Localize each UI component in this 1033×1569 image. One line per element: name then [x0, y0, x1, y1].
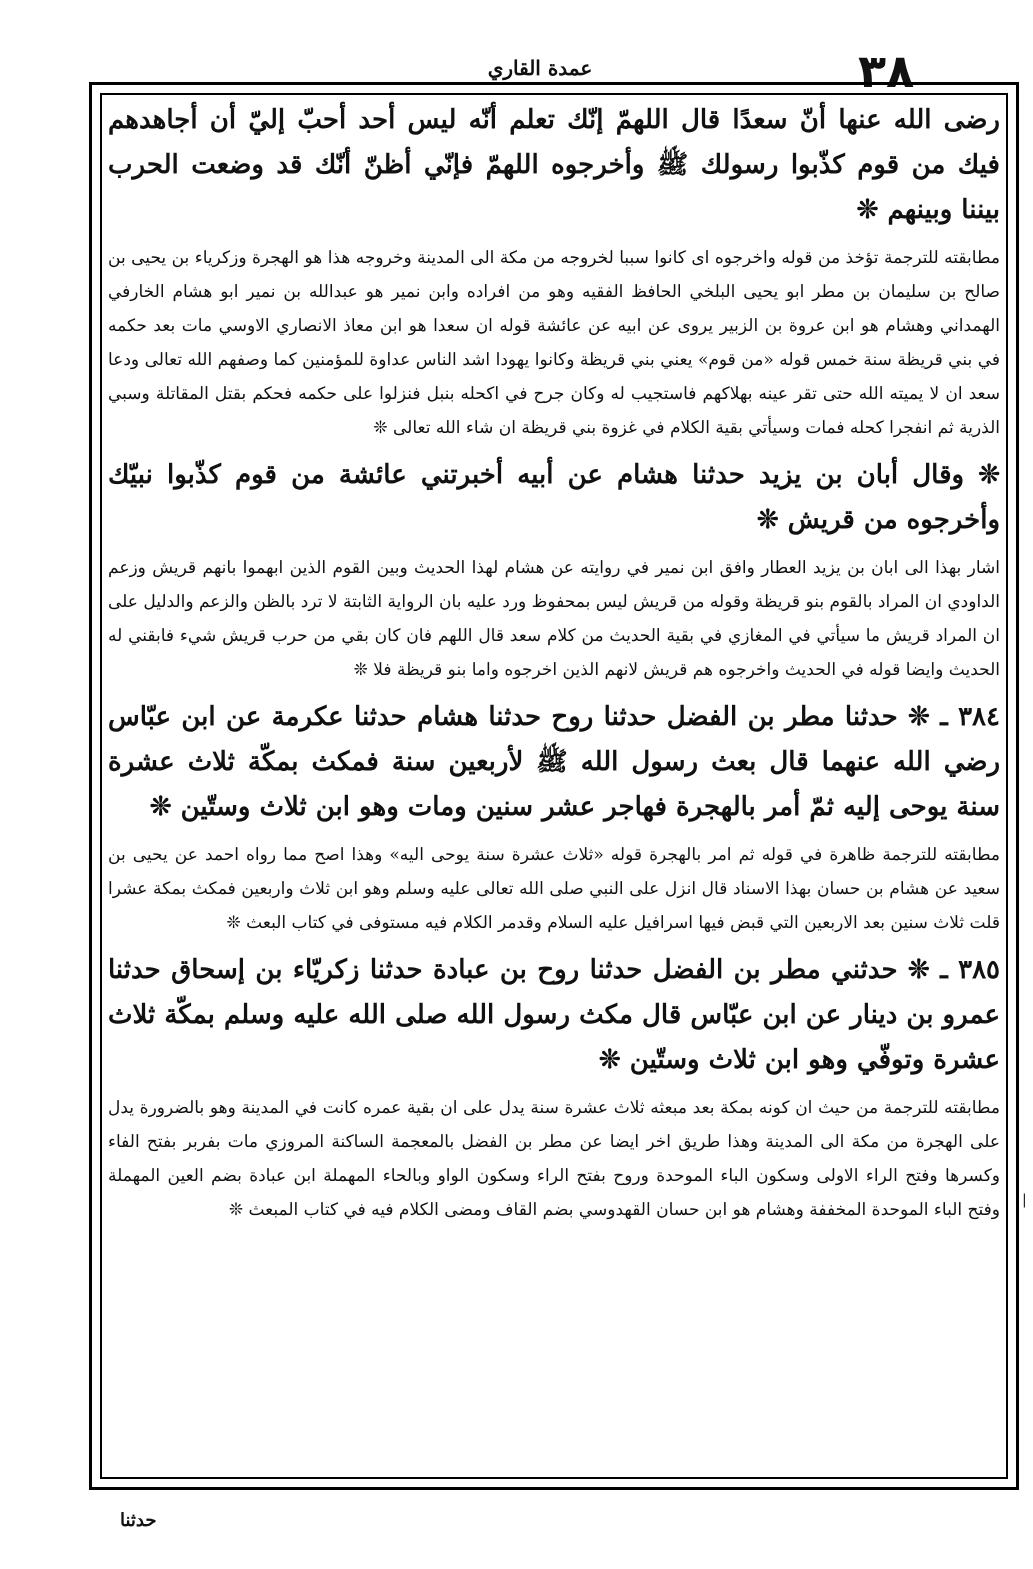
hadith-text-block: ❊ وقال أبان بن يزيد حدثنا هشام عن أبيه أخبرتني عائشة من قوم كذّبوا نبيّك وأخرجوه من قريش ❊ — [108, 460, 1000, 535]
commentary-block: اشار بهذا الى ابان بن يزيد العطار وافق ابن نمير في روايته عن هشام لهذا الحديث وبين القوم الذين ابهموا بانهم قريش وزعم الداودي ان المراد بالقوم بنو قريظة وقوله من قريش ليس بمحفوظ ورد عليه بان الرواية الثابتة لا ترد بالظن والزعم والدليل على ان المراد قريش ما سيأتي في المغازي في بقية الحديث من كلام سعد قال اللهم فان كان بقي من حرب قريش شيء فابقني له الحديث وايضا قوله في الحديث واخرجوه هم قريش لانهم الذين اخرجوه واما بنو قريظة فلا ❊ — [108, 558, 1000, 680]
margin-mark: | — [1022, 1192, 1027, 1208]
hadith-text-block: رضی الله عنها أنّ سعدًا قال اللهمّ إنّك تعلم أنّه ليس أحد أحبّ إليّ أن أجاهدهم فيك من قوم كذّبوا رسولك ﷺ وأخرجوه اللهمّ فإنّي أظنّ أنّك قد وضعت الحرب بيننا وبينهم ❊ — [108, 105, 1000, 225]
running-title: عمدة القاري — [487, 56, 593, 80]
page-number: ٣٨ — [858, 44, 915, 98]
commentary-block: مطابقته للترجمة ظاهرة في قوله ثم امر بالهجرة قوله «ثلاث عشرة سنة يوحى اليه» وهذا اصح مما رواه احمد عن يحيى بن سعيد عن هشام بن حسان بهذا الاسناد قال انزل على النبي صلى الله تعالى عليه وسلم وهو ابن ثلاث واربعين فمكث بمكة عشرا قلت ثلاث سنين بعد الاربعين التي قبض فيها اسرافيل عليه السلام وقدمر الكلام فيه مستوفى في كتاب البعث ❊ — [108, 845, 1000, 933]
catchword: حدثنا — [120, 1510, 157, 1531]
commentary-block: مطابقته للترجمة تؤخذ من قوله واخرجوه اى كانوا سببا لخروجه من مكة الى المدينة وخروجه هذا هو الهجرة وزكرياء بن يحيى بن صالح بن سليمان بن مطر ابو يحيى البلخي الحافظ الفقيه وهو من افراده وابن نمير هو عبدالله بن نمير ابو هشام الخارفي الهمداني وهشام هو ابن عروة بن الزبير يروى عن ابيه عن عائشة قوله ان سعدا هو ابن معاذ الانصاري الاوسي مات بعد حكمه في بني قريظة سنة خمس قوله «من قوم» يعني بني قريظة وكانوا يهودا اشد الناس عداوة للمؤمنين كما وصفهم الله تعالى ودعا سعد ان لا يميته الله حتى تقر عينه بهلاكهم فاستجيب له وكان جرح في اكحله بنبل فنزلوا على حكمه فحكم بقتل المقاتلة وسبي الذرية ثم انفجرا كحله فمات وسيأتي بقية الكلام في غزوة بني قريظة ان شاء الله تعالى ❊ — [108, 248, 1000, 438]
hadith-384-block: ٣٨٤ ـ ❊ حدثنا مطر بن الفضل حدثنا روح حدثنا هشام حدثنا عكرمة عن ابن عبّاس رضي الله عنهما قال بعث رسول الله ﷺ لأربعين سنة فمكث بمكّة ثلاث عشرة سنة يوحى إليه ثمّ أمر بالهجرة فهاجر عشر سنين ومات وهو ابن ثلاث وستّين ❊ — [108, 702, 1000, 822]
hadith-385-block: ٣٨٥ ـ ❊ حدثني مطر بن الفضل حدثنا روح بن عبادة حدثنا زكريّاء بن إسحاق حدثنا عمرو بن دينار عن ابن عبّاس قال مكث رسول الله صلى الله عليه وسلم بمكّة ثلاث عشرة وتوفّي وهو ابن ثلاث وستّين ❊ — [108, 955, 1001, 1075]
commentary-block: مطابقته للترجمة من حيث ان كونه بمكة بعد مبعثه ثلاث عشرة سنة يدل على ان بقية عمره كانت في المدينة وهو بالضرورة يدل على الهجرة من مكة الى المدينة وهذا طريق اخر ايضا عن مطر بن الفضل بالمعجمة الساكنة المروزي مات بفربر بفتح الفاء وكسرها وفتح الراء الاولى وسكون الباء الموحدة وروح بفتح الراء وسكون الواو وبالحاء المهملة ابن عبادة بضم العين المهملة وفتح الباء الموحدة المخففة وهشام هو ابن حسان القهدوسي بضم القاف ومضى الكلام فيه في كتاب المبعث ❊ — [108, 1098, 1000, 1220]
page-body — [108, 98, 1000, 1227]
